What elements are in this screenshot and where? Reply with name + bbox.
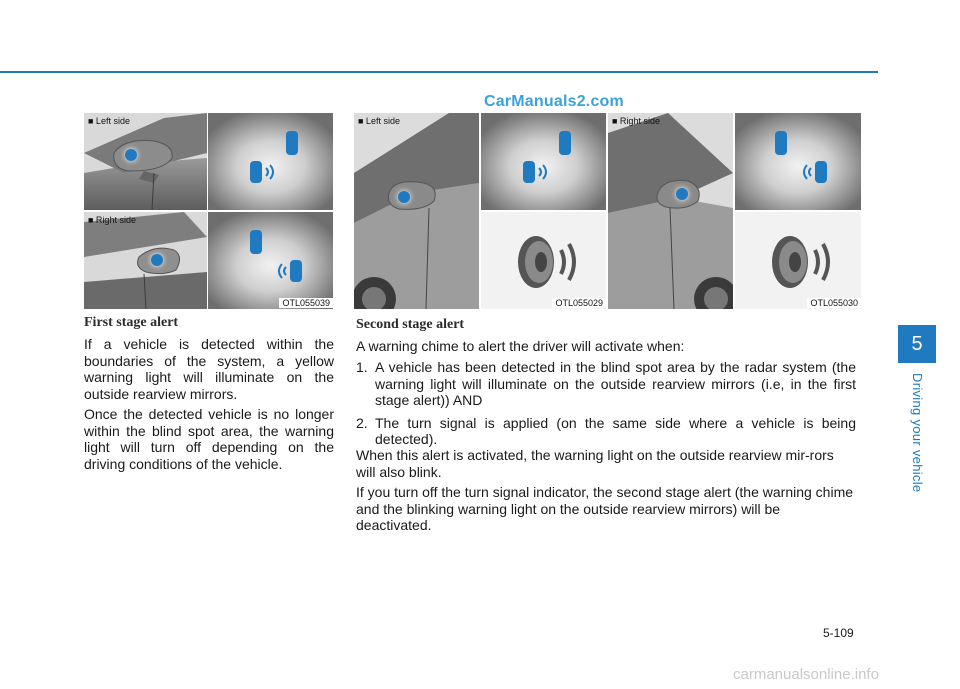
second-stage-heading: Second stage alert bbox=[356, 317, 465, 332]
caption-right-side: ■ Right side bbox=[612, 116, 660, 126]
caption-left-side: ■ Left side bbox=[88, 116, 130, 126]
second-stage-conditions bbox=[356, 359, 856, 454]
list-item-text: A vehicle has been detected in the blind spot area by the radar system (the warning light will illuminate on the outside rearview mirrors (i.e, in the first stage alert)) AND bbox=[375, 359, 856, 408]
figure-second-stage-left bbox=[354, 113, 606, 309]
first-stage-paragraph: Once the detected vehicle is no longer within the blind spot area, the warning light will turn off depending on the driving conditions of the vehicle. bbox=[84, 406, 334, 472]
second-stage-intro: A warning chime to alert the driver will activate when: bbox=[356, 338, 685, 354]
speaker-panel bbox=[735, 212, 861, 309]
page-number: 5-109 bbox=[823, 626, 854, 640]
warning-light-icon bbox=[676, 188, 688, 200]
watermark-bottom: carmanualsonline.info bbox=[733, 666, 879, 683]
second-stage-paragraph: If you turn off the turn signal indicator, the second stage alert (the warning chime and the blinking warning light on the outside rearview mirrors) will be deactivated. bbox=[356, 484, 854, 533]
radar-left-panel bbox=[208, 113, 333, 210]
figure-code: OTL055030 bbox=[807, 298, 861, 308]
radar-right-panel bbox=[208, 212, 333, 309]
list-item-text: The turn signal is applied (on the same side where a vehicle is being detected). bbox=[375, 414, 856, 447]
radar-left-panel bbox=[481, 113, 606, 210]
figure-code: OTL055029 bbox=[552, 298, 606, 308]
mirror-left-panel bbox=[84, 113, 207, 210]
figure-second-stage-right bbox=[608, 113, 861, 309]
caption-right-side: ■ Right side bbox=[88, 215, 136, 225]
watermark-top: CarManuals2.com bbox=[484, 93, 624, 110]
figure-first-stage bbox=[84, 113, 333, 309]
radar-right-panel bbox=[735, 113, 861, 210]
car-left-panel bbox=[354, 113, 479, 309]
top-rule bbox=[0, 71, 878, 73]
warning-light-icon bbox=[398, 191, 410, 203]
first-stage-heading: First stage alert bbox=[84, 315, 179, 330]
list-item-number: 2. bbox=[356, 414, 368, 431]
car-right-panel bbox=[608, 113, 733, 309]
chapter-number-tab: 5 bbox=[898, 325, 936, 363]
second-stage-paragraph: When this alert is activated, the warning light on the outside rearview mir-rors will also blink. bbox=[356, 447, 834, 480]
speaker-panel bbox=[481, 212, 606, 309]
list-item bbox=[356, 359, 856, 409]
list-item bbox=[356, 415, 856, 448]
mirror-right-panel bbox=[84, 212, 207, 309]
first-stage-paragraph: If a vehicle is detected within the boundaries of the system, a yellow warning light will illuminate on the outside rearview mirrors. bbox=[84, 336, 334, 402]
warning-light-icon bbox=[151, 254, 163, 266]
list-item-number: 1. bbox=[356, 359, 368, 375]
chapter-label: Driving your vehicle bbox=[910, 372, 925, 493]
figure-code: OTL055039 bbox=[279, 298, 333, 308]
warning-light-icon bbox=[125, 149, 137, 161]
caption-left-side: ■ Left side bbox=[358, 116, 400, 126]
